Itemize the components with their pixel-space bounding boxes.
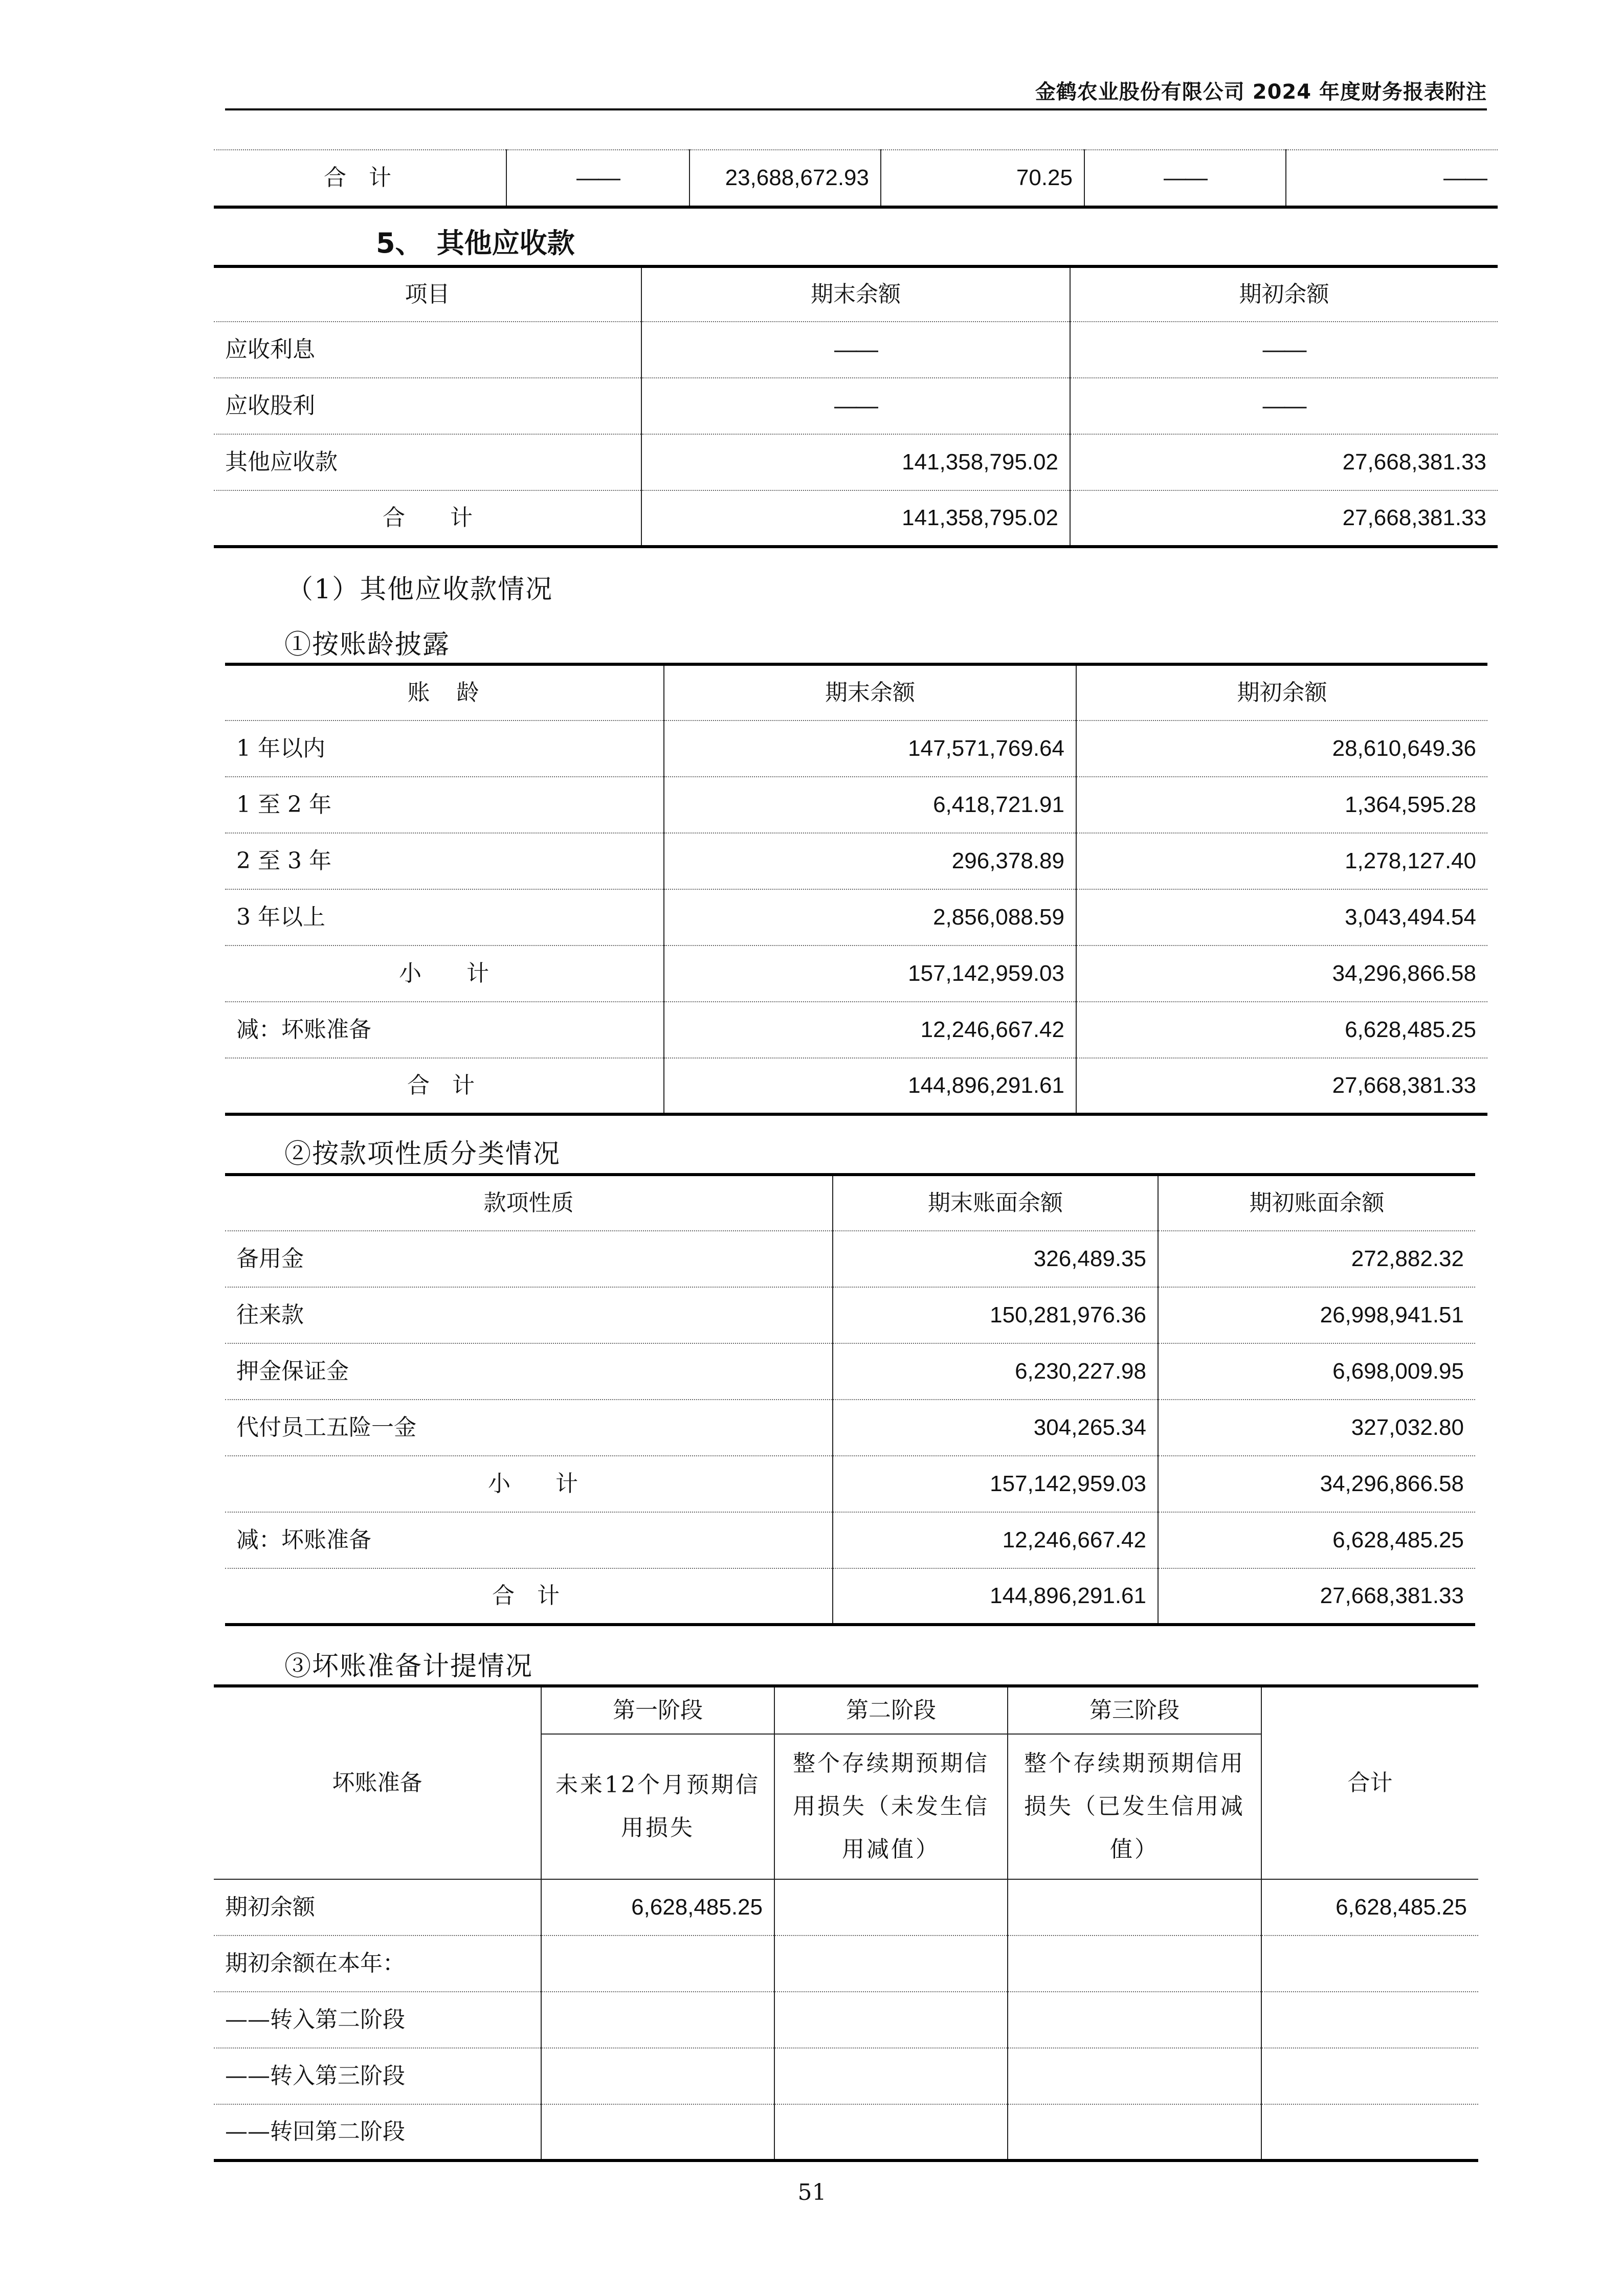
cell: 144,896,291.61 [664,1058,1076,1114]
table-header: 坏账准备 [214,1686,541,1879]
cell [541,2048,774,2104]
table-row [214,1879,1478,1935]
table-header: 第一阶段 [541,1686,774,1734]
row-label: 代付员工五险一金 [225,1400,833,1456]
cell: 6,628,485.25 [541,1879,774,1935]
page-number: 51 [797,2179,827,2205]
table-row [225,1002,1487,1058]
table-row [225,1343,1475,1400]
cell: 1,278,127.40 [1076,833,1487,889]
table-header: 期初余额 [1070,266,1498,322]
row-label: 1 至 2 年 [225,777,664,833]
cell: 12,246,667.42 [664,1002,1076,1058]
table-header: 第三阶段 [1008,1686,1261,1734]
row-label: 合 计 [214,490,641,547]
cell [774,1992,1008,2048]
cell [1008,2048,1261,2104]
bad-debt-title: ③坏账准备计提情况 [284,1651,533,1682]
prev-total-cell: —— [1286,150,1498,207]
prev-total-cell: 23,688,672.93 [689,150,881,207]
cell: 34,296,866.58 [1158,1456,1475,1512]
table-row [214,378,1498,434]
cell: 6,628,485.25 [1158,1512,1475,1568]
table-header: 合计 [1261,1686,1478,1879]
table-header: 款项性质 [225,1175,833,1231]
row-label: 合 计 [225,1058,664,1114]
cell: —— [1070,378,1498,434]
row-label: 小 计 [225,1456,833,1512]
nature-table [225,1173,1475,1626]
cell: 272,882.32 [1158,1231,1475,1287]
cell: 6,628,485.25 [1076,1002,1487,1058]
cell [1008,1992,1261,2048]
cell [774,2048,1008,2104]
cell: 6,628,485.25 [1261,1879,1478,1935]
row-label: ——转回第二阶段 [214,2104,541,2160]
cell: 27,668,381.33 [1070,490,1498,547]
cell: 141,358,795.02 [641,490,1070,547]
row-label: 合 计 [225,1568,833,1625]
prev-total-cell: —— [506,150,689,207]
cell: 327,032.80 [1158,1400,1475,1456]
cell: 2,856,088.59 [664,889,1076,946]
table-row [225,721,1487,777]
table-row [214,490,1498,547]
cell: 6,230,227.98 [833,1343,1158,1400]
cell [1261,2048,1478,2104]
cell: —— [641,322,1070,378]
section-title: 5、 其他应收款 [376,227,575,259]
cell: 326,489.35 [833,1231,1158,1287]
header-rule [225,108,1487,110]
cell: —— [641,378,1070,434]
table-header: 期初余额 [1076,664,1487,721]
cell: 27,668,381.33 [1076,1058,1487,1114]
cell: 26,998,941.51 [1158,1287,1475,1343]
table-row [214,322,1498,378]
cell [1261,1992,1478,2048]
cell: 141,358,795.02 [641,434,1070,490]
row-label: 应收股利 [214,378,641,434]
aging-title: ①按账龄披露 [284,629,451,660]
nature-title: ②按款项性质分类情况 [284,1139,561,1169]
table-header: 账 龄 [225,664,664,721]
row-label: 期初余额 [214,1879,541,1935]
cell: 6,698,009.95 [1158,1343,1475,1400]
other-receivables-summary-table [214,265,1498,548]
cell: 27,668,381.33 [1070,434,1498,490]
prev-table-total [214,149,1498,209]
cell: 28,610,649.36 [1076,721,1487,777]
cell [1008,1879,1261,1935]
table-header: 期初账面余额 [1158,1175,1475,1231]
table-row [225,1512,1475,1568]
table-row [225,833,1487,889]
row-label: 其他应收款 [214,434,641,490]
cell: —— [1070,322,1498,378]
row-label: 往来款 [225,1287,833,1343]
prev-total-cell: —— [1084,150,1286,207]
table-row [225,1456,1475,1512]
bad-debt-table [214,1684,1478,2162]
cell [774,1879,1008,1935]
cell: 296,378.89 [664,833,1076,889]
table-row [225,946,1487,1002]
subsection-title: （1）其他应收款情况 [286,574,553,605]
cell: 6,418,721.91 [664,777,1076,833]
table-header: 整个存续期预期信用损失（未发生信用减值） [774,1734,1008,1879]
cell [774,2104,1008,2160]
cell: 27,668,381.33 [1158,1568,1475,1625]
prev-total-label: 合 计 [214,150,506,207]
cell: 12,246,667.42 [833,1512,1158,1568]
table-header: 整个存续期预期信用损失（已发生信用减值） [1008,1734,1261,1879]
cell: 3,043,494.54 [1076,889,1487,946]
table-row [225,777,1487,833]
row-label: 减：坏账准备 [225,1002,664,1058]
table-row [214,1935,1478,1992]
table-header: 未来12个月预期信用损失 [541,1734,774,1879]
table-row [225,889,1487,946]
cell [541,1992,774,2048]
cell [541,1935,774,1992]
row-label: 备用金 [225,1231,833,1287]
row-label: ——转入第三阶段 [214,2048,541,2104]
aging-table [225,663,1487,1116]
row-label: 2 至 3 年 [225,833,664,889]
row-label: 1 年以内 [225,721,664,777]
row-label: 小 计 [225,946,664,1002]
row-label: ——转入第二阶段 [214,1992,541,2048]
cell: 157,142,959.03 [833,1456,1158,1512]
cell [1008,2104,1261,2160]
page-header-title: 金鹤农业股份有限公司 2024 年度财务报表附注 [1035,80,1487,104]
cell [1008,1935,1261,1992]
table-row [225,1058,1487,1114]
cell: 150,281,976.36 [833,1287,1158,1343]
table-header: 项目 [214,266,641,322]
table-row [214,2104,1478,2160]
table-row [214,2048,1478,2104]
cell: 147,571,769.64 [664,721,1076,777]
cell: 157,142,959.03 [664,946,1076,1002]
row-label: 期初余额在本年： [214,1935,541,1992]
table-row [214,434,1498,490]
row-label: 减：坏账准备 [225,1512,833,1568]
table-row [225,1568,1475,1625]
table-row [225,1287,1475,1343]
cell: 1,364,595.28 [1076,777,1487,833]
cell [1261,2104,1478,2160]
table-row [225,1231,1475,1287]
cell [774,1935,1008,1992]
cell: 34,296,866.58 [1076,946,1487,1002]
row-label: 应收利息 [214,322,641,378]
row-label: 押金保证金 [225,1343,833,1400]
prev-total-cell: 70.25 [881,150,1084,207]
table-header: 期末账面余额 [833,1175,1158,1231]
table-row [225,1400,1475,1456]
row-label: 3 年以上 [225,889,664,946]
cell: 304,265.34 [833,1400,1158,1456]
table-header: 期末余额 [641,266,1070,322]
cell: 144,896,291.61 [833,1568,1158,1625]
table-row [214,1992,1478,2048]
table-header: 第二阶段 [774,1686,1008,1734]
cell [1261,1935,1478,1992]
cell [541,2104,774,2160]
table-header: 期末余额 [664,664,1076,721]
